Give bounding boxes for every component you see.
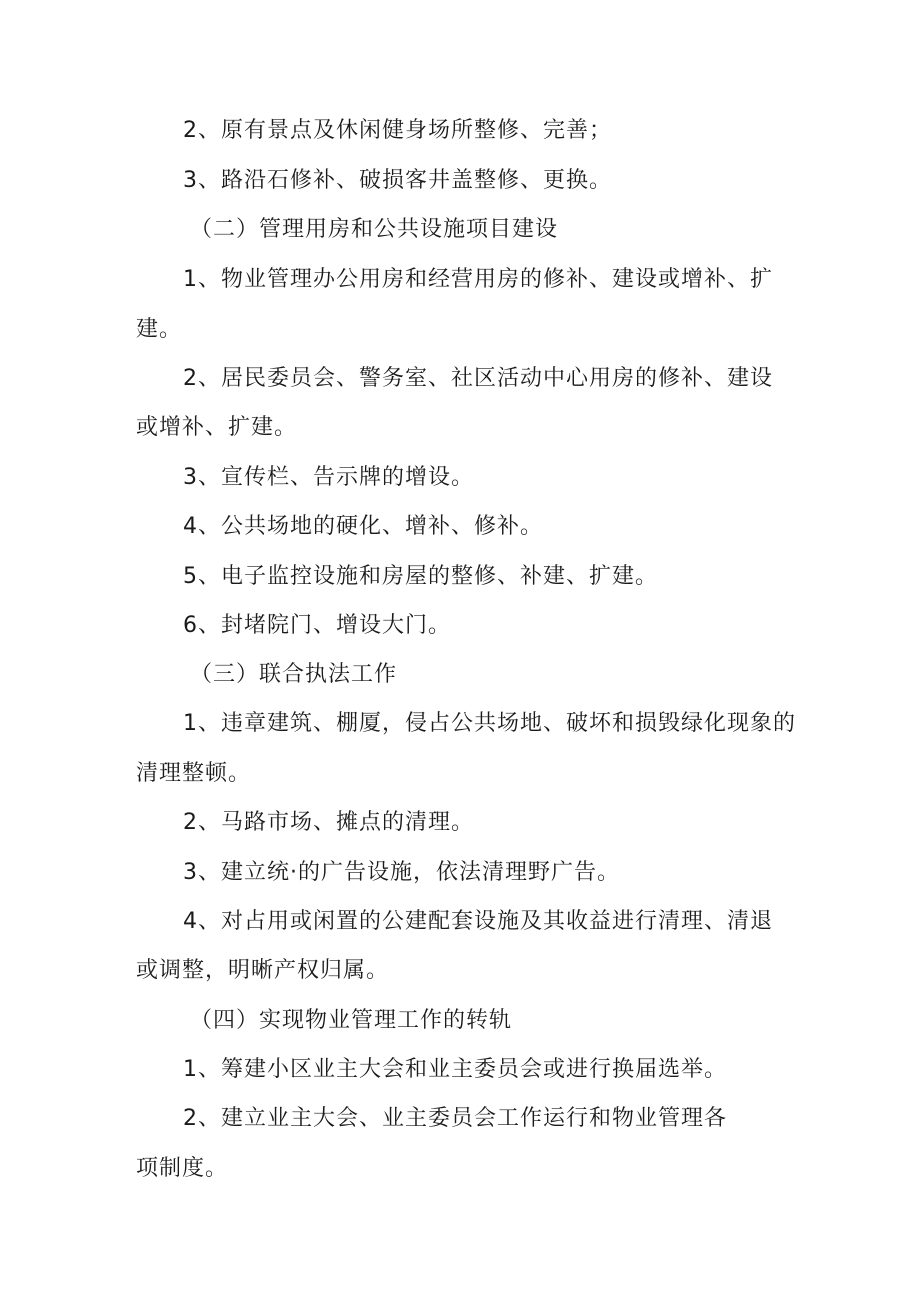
text-line-item-4-facilities: 4、对占用或闲置的公建配套设施及其收益进行清理、清退: [183, 909, 773, 934]
text-line-item-1-office-cont: 建。: [136, 317, 183, 342]
text-line-item-2-system-cont: 项制度。: [136, 1156, 229, 1181]
text-line-item-2-landscape: 2、原有景点及休闲健身场所整修、完善；: [183, 118, 612, 143]
text-line-item-4-facilities-cont: 或调整，明晰产权归属。: [136, 958, 390, 983]
text-line-item-2-committee: 2、居民委员会、警务室、社区活动中心用房的修补、建设: [183, 366, 773, 391]
text-line-item-1-owners: 1、筹建小区业主大会和业主委员会或进行换届选举。: [183, 1057, 727, 1082]
text-line-item-3-advert: 3、建立统·的广告设施，依法清理野广告。: [183, 860, 620, 885]
text-line-item-2-committee-cont: 或增补、扩建。: [136, 415, 298, 440]
text-line-item-1-illegal-cont: 清理整顿。: [136, 761, 252, 786]
text-line-item-2-market: 2、马路市场、摊点的清理。: [183, 810, 474, 835]
text-line-item-6-gate: 6、封堵院门、增设大门。: [183, 613, 451, 638]
text-line-item-2-system: 2、建立业主大会、业主委员会工作运行和物业管理各: [183, 1106, 727, 1131]
section-heading-3: （三）联合执法工作: [190, 662, 398, 687]
section-heading-2: （二）管理用房和公共设施项目建设: [190, 217, 559, 242]
text-line-item-3-bulletin: 3、宣传栏、告示牌的增设。: [183, 465, 474, 490]
text-line-item-4-public-area: 4、公共场地的硬化、增补、修补。: [183, 514, 543, 539]
text-line-item-1-office: 1、物业管理办公用房和经营用房的修补、建设或增补、扩: [183, 267, 773, 292]
section-heading-4: （四）实现物业管理工作的转轨: [190, 1008, 513, 1033]
text-line-item-3-curbstone: 3、路沿石修补、破损客井盖整修、更换。: [183, 168, 612, 193]
text-line-item-5-monitoring: 5、电子监控设施和房屋的整修、补建、扩建。: [183, 564, 658, 589]
text-line-item-1-illegal: 1、违章建筑、棚厦，侵占公共场地、破坏和损毁绿化现象的: [183, 711, 796, 736]
